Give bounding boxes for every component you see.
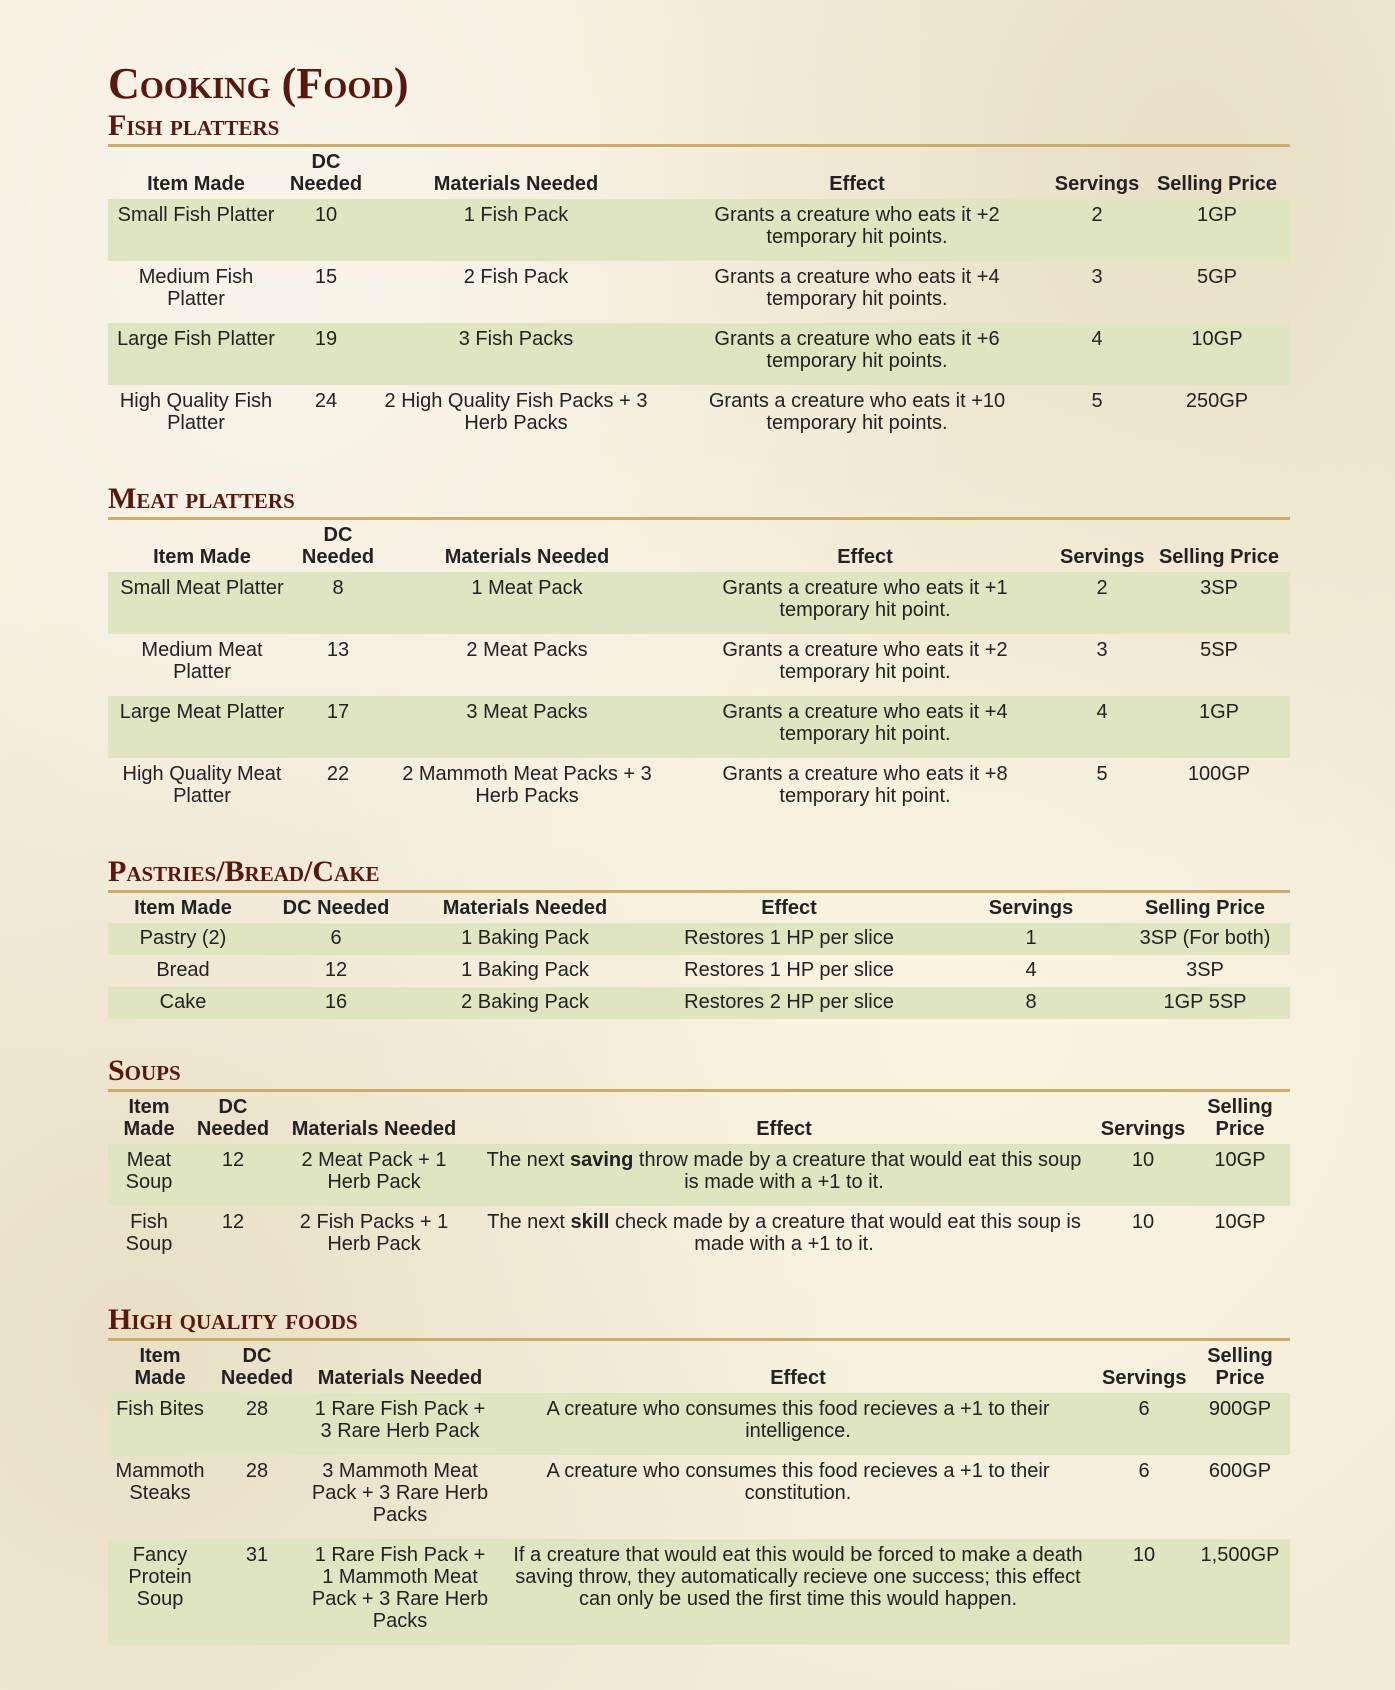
table-row	[108, 385, 1290, 447]
col-selling-price: Selling Price	[1207, 1096, 1273, 1140]
table-row	[108, 696, 1290, 758]
cell-price: 250GP	[1185, 390, 1249, 412]
pastries-table	[108, 893, 1290, 1019]
cell-price: 10GP	[1190, 1144, 1290, 1206]
cell-item: Mammoth Steaks	[115, 1460, 205, 1504]
cell-materials: 2 Meat Pack + 1 Herb Pack	[276, 1144, 472, 1206]
cell-effect: Grants a creature who eats it +1 temporary hit point.	[674, 572, 1056, 634]
col-item-made: Item Made	[134, 897, 232, 919]
table-row	[108, 955, 1290, 987]
cell-dc: 13	[326, 639, 350, 661]
cell-price: 3SP (For both)	[1120, 923, 1290, 955]
cell-item: High Quality Fish Platter	[119, 390, 273, 434]
col-effect: Effect	[837, 546, 893, 568]
table-row	[108, 572, 1290, 634]
table-row	[108, 634, 1290, 696]
cell-servings: 8	[942, 987, 1120, 1019]
col-dc-needed: DC Needed	[301, 524, 375, 568]
col-dc-needed: DC Needed	[282, 897, 390, 919]
cell-materials: 2 Mammoth Meat Packs + 3 Herb Packs	[402, 763, 652, 807]
soups-heading: Soups	[108, 1055, 1290, 1092]
cell-materials: 2 Fish Pack	[463, 266, 569, 288]
cell-dc: 16	[258, 987, 414, 1019]
meat-section	[108, 483, 1290, 820]
cell-item: Fish Bites	[108, 1393, 212, 1455]
col-item-made: Item Made	[123, 1096, 175, 1140]
cell-effect: If a creature that would eat this would be forced to make a death saving throw, they automatically recieve one success; this effect can only be used the first time this would happen.	[498, 1539, 1098, 1645]
cell-servings: 4	[1050, 323, 1144, 385]
cell-servings: 2	[1056, 572, 1148, 634]
cell-effect: A creature who consumes this food recieves a +1 to their constitution.	[546, 1460, 1050, 1504]
effect-bold-word: skill	[570, 1211, 610, 1233]
meat-heading: Meat platters	[108, 483, 1290, 520]
cell-servings: 4	[1056, 696, 1148, 758]
effect-text-a: The next	[487, 1211, 571, 1233]
cell-item: Small Fish Platter	[108, 199, 284, 261]
cell-dc: 15	[314, 266, 338, 288]
cell-dc: 28	[212, 1393, 302, 1455]
cell-dc: 24	[314, 390, 338, 412]
cell-dc: 8	[296, 572, 380, 634]
cell-servings: 10	[1098, 1539, 1190, 1645]
effect-text-a: The next	[486, 1149, 570, 1171]
table-row	[108, 1539, 1290, 1645]
cell-item: Medium Meat Platter	[141, 639, 263, 683]
table-row	[108, 987, 1290, 1019]
cell-effect: Restores 2 HP per slice	[636, 987, 942, 1019]
col-effect: Effect	[770, 1367, 826, 1389]
cell-effect	[472, 1206, 1096, 1268]
fish-heading: Fish platters	[108, 110, 1290, 147]
cell-price: 3SP	[1148, 572, 1290, 634]
cell-price: 1GP	[1144, 199, 1290, 261]
cell-materials: 2 Fish Packs + 1 Herb Pack	[299, 1211, 449, 1255]
cell-materials: 3 Fish Packs	[368, 323, 664, 385]
col-effect: Effect	[829, 173, 885, 195]
cell-price: 5GP	[1196, 266, 1238, 288]
cell-effect: A creature who consumes this food recieves a +1 to their intelligence.	[498, 1393, 1098, 1455]
col-item-made: Item Made	[153, 546, 251, 568]
cell-item: High Quality Meat Platter	[122, 763, 282, 807]
cell-servings: 6	[1098, 1393, 1190, 1455]
cell-price: 600GP	[1208, 1460, 1272, 1482]
cell-materials: 1 Rare Fish Pack + 1 Mammoth Meat Pack + 3 Rare Herb Packs	[302, 1539, 498, 1645]
cell-materials: 1 Baking Pack	[414, 923, 636, 955]
col-materials: Materials Needed	[444, 546, 610, 568]
cell-dc: 12	[221, 1211, 245, 1233]
cell-effect: Grants a creature who eats it +4 temporary hit points.	[714, 266, 1000, 310]
cell-dc: 12	[324, 959, 348, 981]
table-row	[108, 1455, 1290, 1539]
table-row	[108, 323, 1290, 385]
cell-servings: 5	[1096, 763, 1108, 785]
table-row	[108, 758, 1290, 820]
cell-effect: Grants a creature who eats it +2 temporary hit point.	[722, 639, 1008, 683]
col-selling-price: Selling Price	[1207, 1345, 1273, 1389]
col-effect: Effect	[761, 897, 817, 919]
cell-dc: 19	[284, 323, 368, 385]
col-effect: Effect	[756, 1118, 812, 1140]
col-materials: Materials Needed	[442, 897, 608, 919]
soups-table	[108, 1092, 1290, 1268]
cell-price: 10GP	[1214, 1211, 1266, 1233]
cell-dc: 22	[326, 763, 350, 785]
col-item-made: Item Made	[134, 1345, 186, 1389]
cell-effect: Restores 1 HP per slice	[636, 923, 942, 955]
page-title: Cooking (Food)	[108, 59, 409, 108]
cell-price: 1,500GP	[1190, 1539, 1290, 1645]
cell-materials: 1 Baking Pack	[461, 959, 589, 981]
cell-materials: 3 Mammoth Meat Pack + 3 Rare Herb Packs	[311, 1460, 489, 1526]
cell-effect: Grants a creature who eats it +2 temporary hit points.	[664, 199, 1050, 261]
col-materials: Materials Needed	[317, 1367, 483, 1389]
col-materials: Materials Needed	[291, 1118, 457, 1140]
cell-servings: 5	[1091, 390, 1103, 412]
cell-item: Pastry (2)	[108, 923, 258, 955]
table-row	[108, 261, 1290, 323]
cell-materials: 3 Meat Packs	[380, 696, 674, 758]
cell-effect: Restores 1 HP per slice	[684, 959, 894, 981]
cell-dc: 28	[245, 1460, 269, 1482]
col-selling-price: Selling Price	[1156, 173, 1278, 195]
cell-dc: 6	[258, 923, 414, 955]
cell-price: 1GP	[1148, 696, 1290, 758]
table-row	[108, 923, 1290, 955]
col-dc-needed: DC Needed	[196, 1096, 270, 1140]
cell-materials: 1 Meat Pack	[380, 572, 674, 634]
cell-servings: 3	[1091, 266, 1103, 288]
cell-price: 5SP	[1200, 639, 1238, 661]
cell-item: Meat Soup	[108, 1144, 190, 1206]
cell-servings: 1	[942, 923, 1120, 955]
cell-effect: Grants a creature who eats it +10 temporary hit points.	[708, 390, 1006, 434]
cell-effect: Grants a creature who eats it +6 temporary hit points.	[664, 323, 1050, 385]
cell-price: 10GP	[1144, 323, 1290, 385]
cell-item: Small Meat Platter	[108, 572, 296, 634]
cell-dc: 31	[212, 1539, 302, 1645]
cell-item: Large Meat Platter	[108, 696, 296, 758]
effect-bold-word: saving	[570, 1149, 634, 1171]
fish-section	[108, 110, 1290, 447]
col-servings: Servings	[1100, 1118, 1186, 1140]
cell-materials: 2 Meat Packs	[466, 639, 588, 661]
cell-servings: 10	[1131, 1211, 1155, 1233]
cell-price: 1GP 5SP	[1120, 987, 1290, 1019]
fish-table	[108, 147, 1290, 447]
cell-effect: Grants a creature who eats it +8 temporary hit point.	[722, 763, 1008, 807]
cell-servings: 6	[1138, 1460, 1150, 1482]
soups-section	[108, 1055, 1290, 1268]
pastries-heading: Pastries/Bread/Cake	[108, 856, 1290, 893]
col-dc-needed: DC Needed	[220, 1345, 294, 1389]
cell-price: 900GP	[1190, 1393, 1290, 1455]
effect-text-b: throw made by a creature that would eat this soup is made with a +1 to it.	[633, 1149, 1082, 1193]
cell-dc: 12	[190, 1144, 276, 1206]
cell-item: Bread	[156, 959, 210, 981]
col-materials: Materials Needed	[433, 173, 599, 195]
col-dc-needed: DC Needed	[289, 151, 363, 195]
cell-item: Fish Soup	[125, 1211, 173, 1255]
cell-effect	[472, 1144, 1096, 1206]
hq-heading: High quality foods	[108, 1304, 1290, 1341]
table-row	[108, 1393, 1290, 1455]
document-page	[108, 60, 1290, 1645]
meat-table	[108, 520, 1290, 820]
effect-text-b: check made by a creature that would eat this soup is made with a +1 to it.	[609, 1211, 1081, 1255]
cell-servings: 2	[1050, 199, 1144, 261]
col-item-made: Item Made	[147, 173, 245, 195]
cell-item: Cake	[108, 987, 258, 1019]
cell-price: 100GP	[1187, 763, 1251, 785]
cell-item: Large Fish Platter	[108, 323, 284, 385]
cell-materials: 1 Rare Fish Pack + 3 Rare Herb Pack	[302, 1393, 498, 1455]
col-servings: Servings	[1102, 1367, 1187, 1389]
cell-dc: 17	[296, 696, 380, 758]
pastries-section	[108, 856, 1290, 1019]
col-servings: Servings	[1054, 173, 1140, 195]
hq-table	[108, 1341, 1290, 1645]
cell-servings: 4	[1025, 959, 1037, 981]
cell-materials: 2 High Quality Fish Packs + 3 Herb Packs	[384, 390, 648, 434]
col-selling-price: Selling Price	[1144, 897, 1266, 919]
col-servings: Servings	[988, 897, 1074, 919]
cell-servings: 10	[1096, 1144, 1190, 1206]
cell-materials: 2 Baking Pack	[414, 987, 636, 1019]
col-selling-price: Selling Price	[1158, 546, 1280, 568]
cell-effect: Grants a creature who eats it +4 temporary hit point.	[674, 696, 1056, 758]
table-row	[108, 199, 1290, 261]
table-row	[108, 1206, 1290, 1268]
table-row	[108, 1144, 1290, 1206]
cell-materials: 1 Fish Pack	[368, 199, 664, 261]
cell-dc: 10	[284, 199, 368, 261]
cell-servings: 3	[1096, 639, 1108, 661]
cell-price: 3SP	[1186, 959, 1224, 981]
cell-item: Medium Fish Platter	[138, 266, 254, 310]
col-servings: Servings	[1060, 546, 1145, 568]
cell-item: Fancy Protein Soup	[108, 1539, 212, 1645]
hq-section	[108, 1304, 1290, 1645]
